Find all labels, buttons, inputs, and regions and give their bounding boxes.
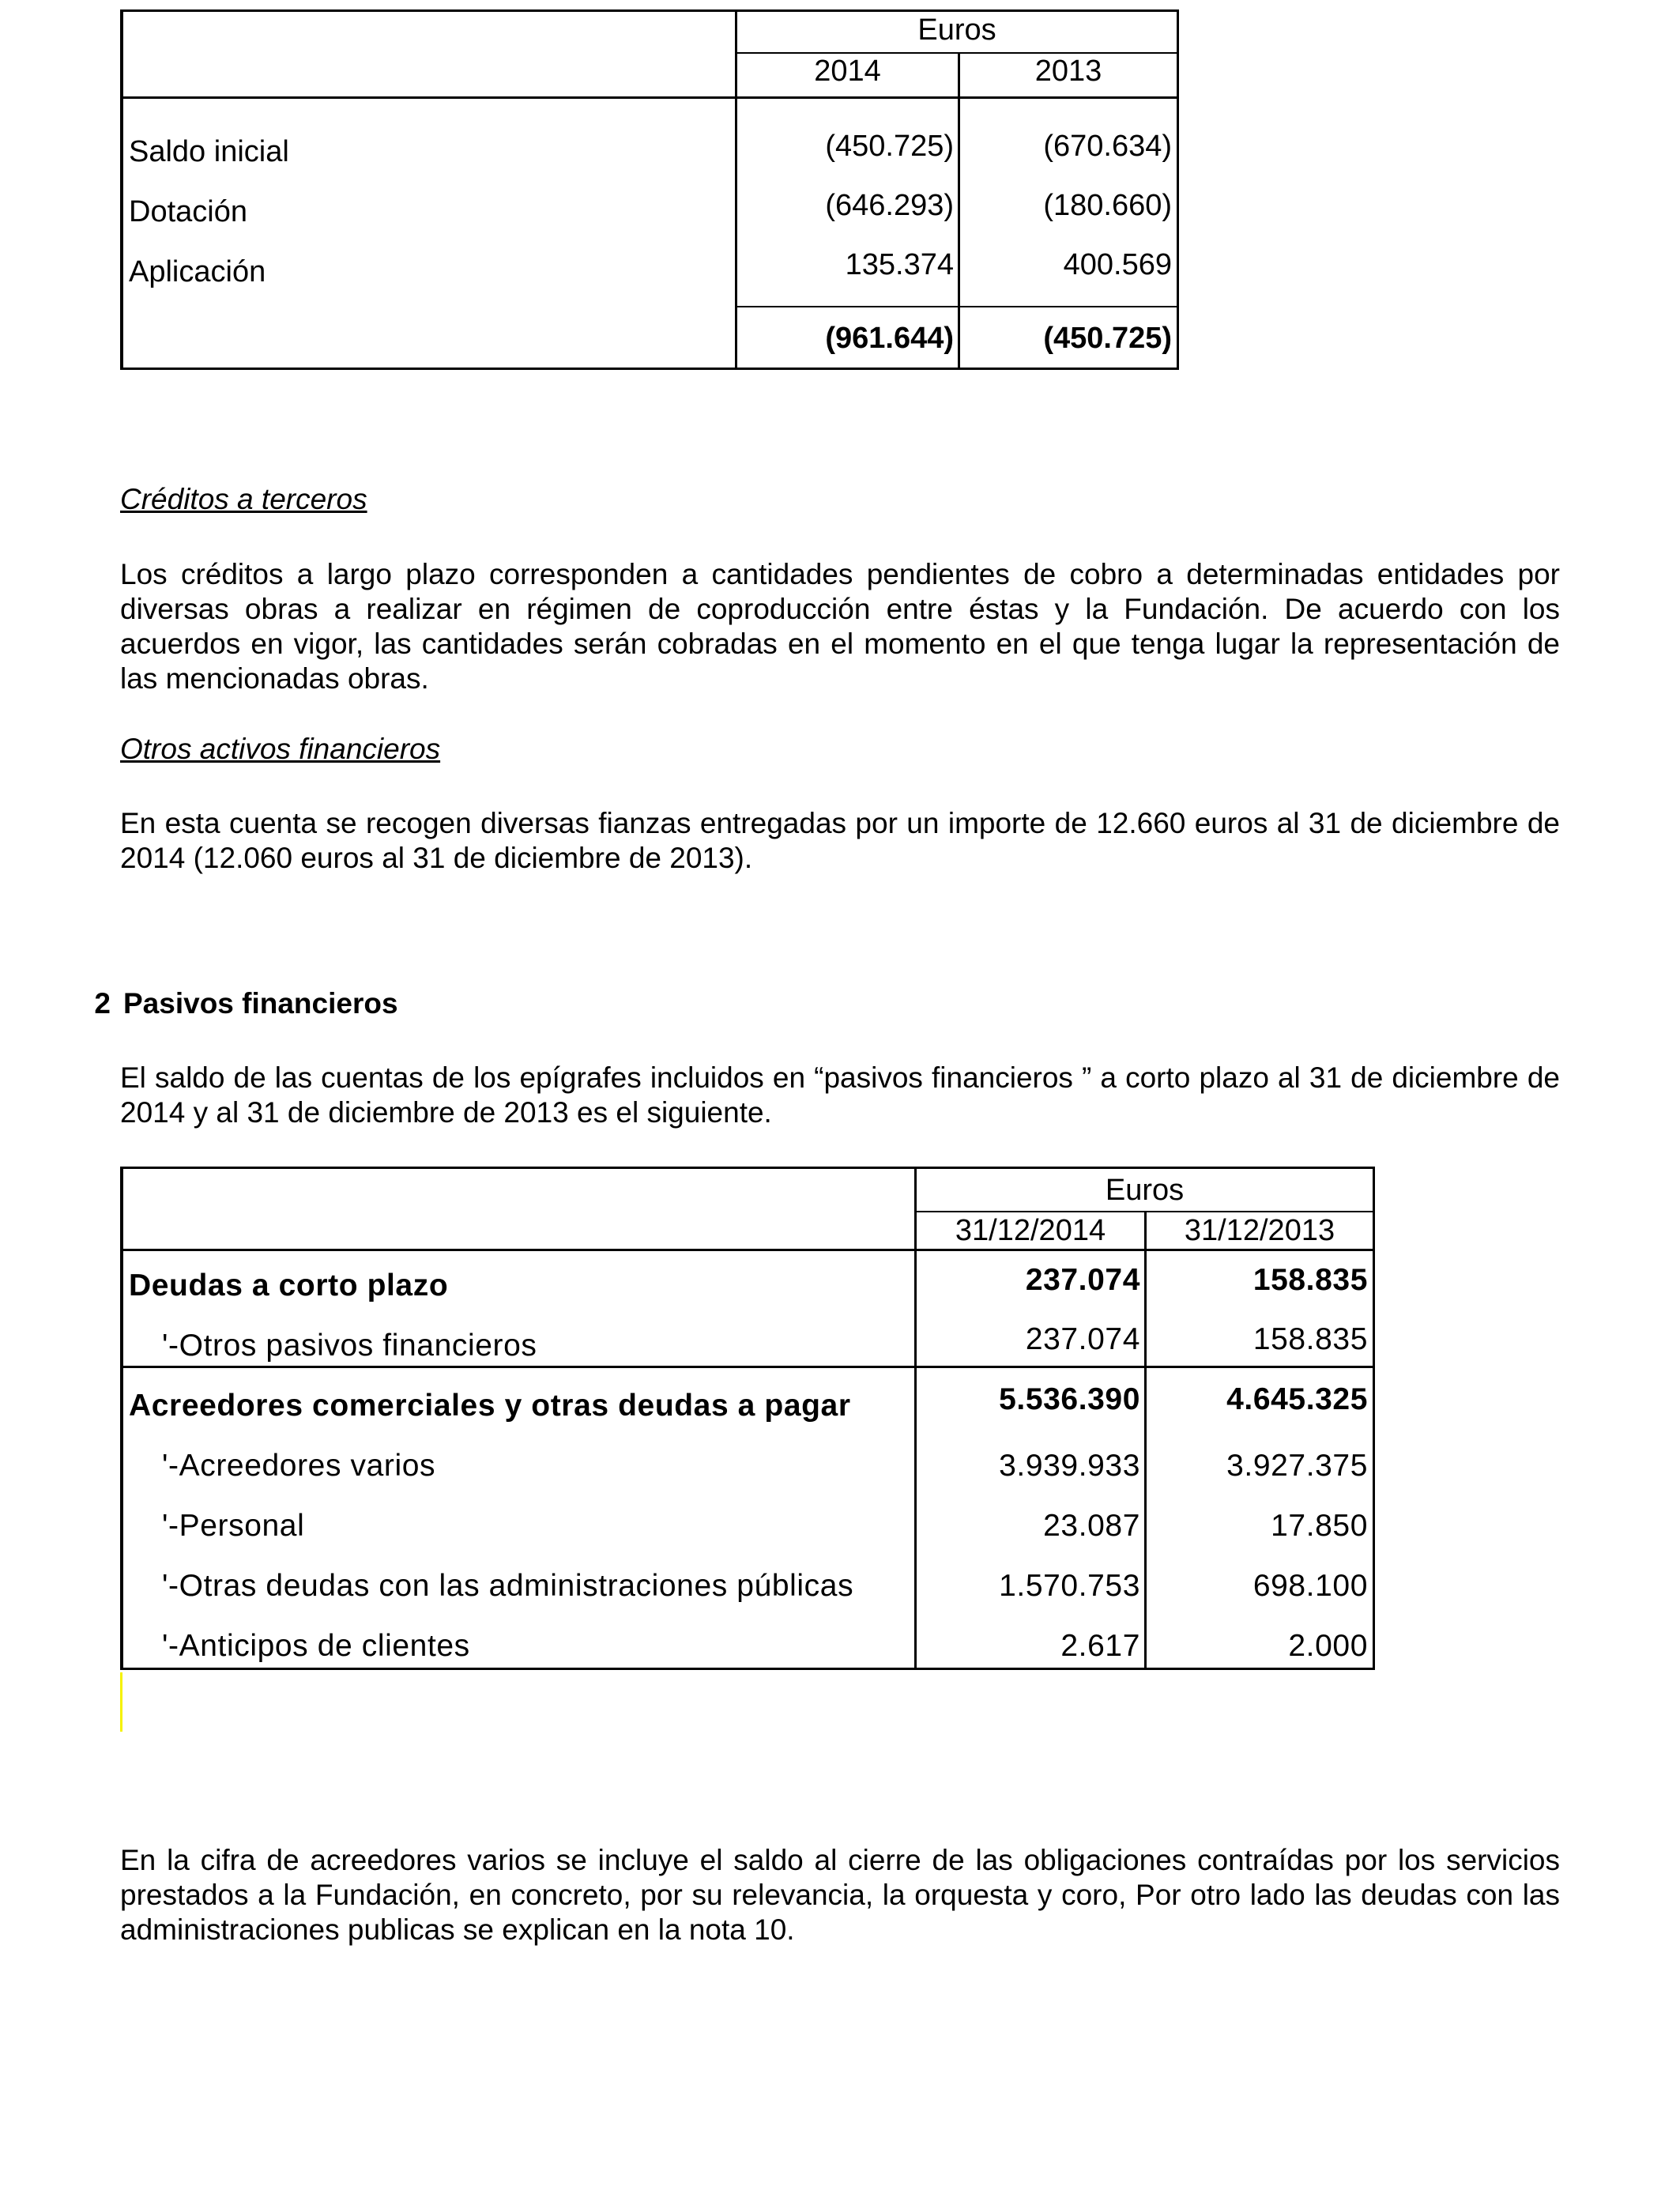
table2-row-label: Deudas a corto plazo [129,1269,449,1302]
table2-group-separator [120,1366,1375,1368]
table2-row-label: '-Personal [162,1509,305,1543]
table1-border-left [120,9,123,370]
table1-row-value-2014: (450.725) [825,130,954,163]
table2-row-value-2014: 23.087 [1043,1509,1140,1543]
table2-row-label: '-Acreedores varios [162,1449,436,1483]
table1-year-2013: 2013 [1034,55,1102,88]
table2-row-value-2013: 2.000 [1288,1629,1368,1663]
table2-row-value-2014: 3.939.933 [999,1449,1140,1483]
table2-row-value-2014: 5.536.390 [999,1382,1140,1416]
table1-year-2014: 2014 [814,55,881,88]
creditos-paragraph: Los créditos a largo plazo corresponden a cantidades pendientes de cobro a determinadas entidades por diversas obras a realizar en régimen de coproducción entre éstas y la Fundación. De acuerdo con los acuerdos en vigor, las cantidades serán cobradas en el momento en el que tenga lugar la representación de las mencionadas obras. [120,558,1560,695]
pasivos-paragraph: El saldo de las cuentas de los epígrafes incluidos en “pasivos financieros ” a corto plazo al 31 de diciembre de 2014 y al 31 de diciembre de 2013 es el siguiente. [120,1061,1560,1129]
table1-currency-header: Euros [917,13,996,47]
table2-date-2013: 31/12/2013 [1184,1214,1335,1247]
table2-row-value-2014: 2.617 [1060,1629,1140,1663]
table1-border-right [1177,9,1179,370]
table2-row-value-2014: 237.074 [1025,1322,1140,1356]
table2-row-value-2013: 4.645.325 [1226,1382,1368,1416]
table1-row-label: Aplicación [129,255,266,288]
table2-border-top [120,1167,1375,1169]
table2-date-2014: 31/12/2014 [955,1214,1106,1247]
table2-row-value-2013: 3.927.375 [1226,1449,1368,1483]
table2-currency-header: Euros [1105,1174,1185,1207]
table1-header-bottom [120,96,1179,99]
table2-border-right [1373,1167,1375,1670]
table1-row-value-2013: (180.660) [1043,189,1172,222]
table1-row-value-2013: 400.569 [1063,248,1172,281]
table2-row-label: '-Anticipos de clientes [162,1629,470,1663]
table1-row-label: Saldo inicial [129,135,289,168]
table2-row-label: Acreedores comerciales y otras deudas a pagar [129,1389,851,1423]
table2-border-bottom [120,1668,1375,1670]
table1-total-2013: (450.725) [1043,322,1172,355]
table2-row-value-2013: 698.100 [1252,1569,1368,1603]
table1-divider-2 [958,52,960,370]
section-number-fragment: 2 [94,987,111,1020]
table2-border-left [120,1167,123,1670]
otros-heading: Otros activos financieros [120,733,441,765]
table2-row-value-2014: 1.570.753 [999,1569,1140,1603]
otros-paragraph: En esta cuenta se recogen diversas fianzas entregadas por un importe de 12.660 euros al 31 de diciembre de 2014 (12.060 euros al 31 de diciembre de 2013). [120,807,1560,874]
table2-row-value-2013: 17.850 [1271,1509,1368,1543]
table1-border-top [120,9,1179,12]
table2-header-separator [914,1211,1375,1212]
table1-total-separator [735,306,1179,307]
table2-row-value-2014: 237.074 [1025,1263,1140,1297]
table1-total-2014: (961.644) [825,322,954,355]
table1-row-value-2014: (646.293) [825,189,954,222]
creditos-heading: Créditos a terceros [120,483,367,515]
final-paragraph: En la cifra de acreedores varios se incluye el saldo al cierre de las obligaciones contraídas por los servicios prestados a la Fundación, en concreto, por su relevancia, la orquesta y coro, Por otro lado las deudas con las administraciones publicas se explican en la nota 10. [120,1844,1560,1946]
yellow-marker-line [120,1672,122,1732]
pasivos-heading: Pasivos financieros [123,987,398,1020]
table1-row-value-2013: (670.634) [1043,130,1172,163]
table2-header-bottom [120,1249,1375,1251]
table1-border-bottom [120,368,1179,370]
table2-row-value-2013: 158.835 [1252,1263,1368,1297]
table1-row-label: Dotación [129,195,247,228]
table2-row-label: '-Otros pasivos financieros [162,1329,537,1363]
table1-row-value-2014: 135.374 [845,248,954,281]
table2-row-value-2013: 158.835 [1252,1322,1368,1356]
table2-row-label: '-Otras deudas con las administraciones públicas [162,1569,854,1603]
